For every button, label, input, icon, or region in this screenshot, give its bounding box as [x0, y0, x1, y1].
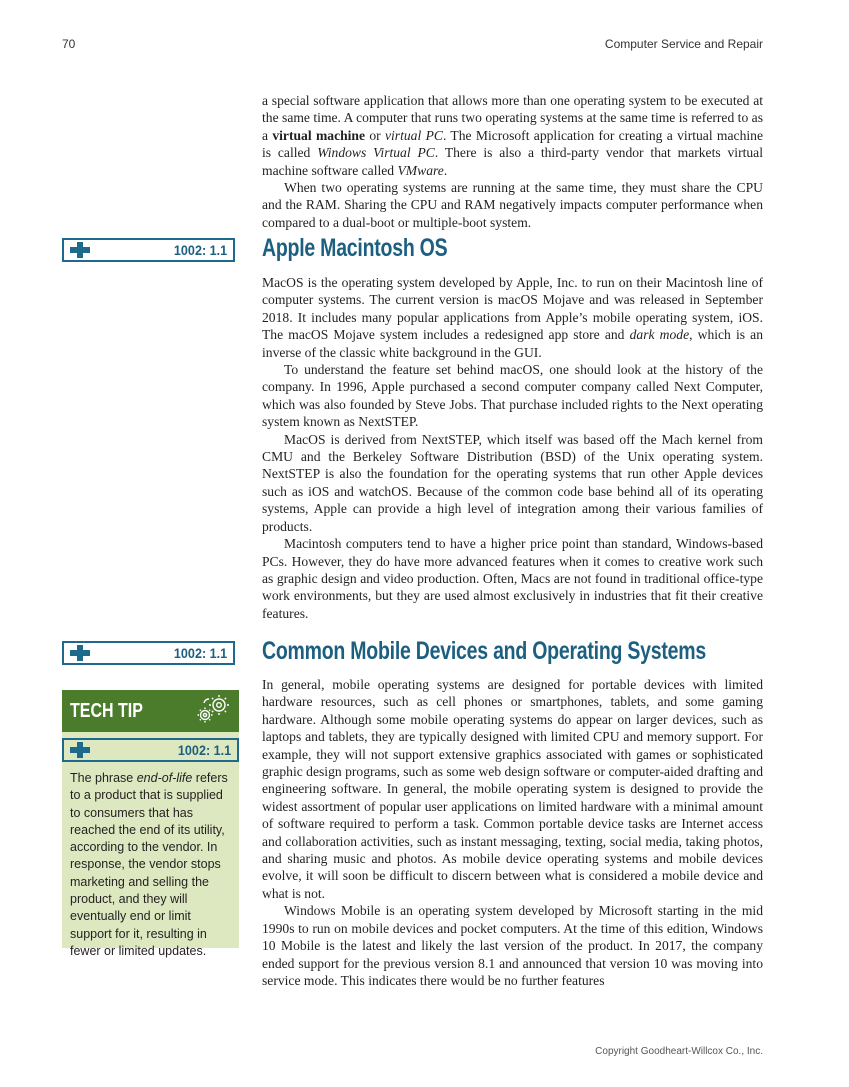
paragraph [262, 274, 763, 361]
objective-label: 1002: 1.1 [173, 242, 227, 258]
paragraph [262, 676, 763, 902]
text-run: a special software application that allows more than one operating system to be executed at the same time. A computer that runs two operating systems at the same time is referred to as a [262, 93, 763, 143]
text-run: . [443, 162, 448, 178]
cross-icon [70, 742, 90, 758]
objective-badge [62, 641, 235, 665]
objective-label: 1002: 1.1 [173, 645, 227, 661]
italic-term: end-of-life [136, 771, 193, 785]
cross-icon [70, 645, 90, 661]
page-number: 70 [62, 37, 76, 51]
paragraph [262, 431, 763, 535]
text-run: Windows Mobile is an operating system developed by Microsoft starting in the mid 1990s to run on mobile devices and pocket computers. At the time of this edition, Windows 10 Mobile is the latest and likely the last version of the product. In 2017, the company ended support for the previous version 8.1 and announced that version 10 was moving into service mode. This indicates there would be no further features [262, 903, 763, 988]
body-section-virtual-machine [262, 92, 763, 231]
heading-mobile-os: Common Mobile Devices and Operating Systems [262, 637, 706, 665]
bold-term: virtual machine [272, 127, 366, 143]
italic-term: VMware [397, 162, 444, 178]
text-run: . There is also a third-party vendor that markets virtual machine software called [262, 145, 763, 178]
copyright: Copyright Goodheart-Willcox Co., Inc. [595, 1046, 763, 1057]
objective-badge [62, 738, 239, 762]
paragraph [262, 361, 763, 431]
italic-term: virtual PC [385, 127, 443, 143]
gears-icon [195, 694, 231, 729]
text-run: In general, mobile operating systems are designed for portable devices with limited hardware resources, such as cell phones or smartphones, tablets, and some gaming hardware. Although some mobile operating systems do appear on larger devices, such as laptops and tablets, they are typically designed with limited CPU and memory support. For example, they will not support extensive graphics associated with games or sophisticated graphic design programs, such as some web design software or computer-aided drafting and engineering software. In general, the mobile operating system is designed to provide the widest assortment of popular user applications on limited hardware with a minimal amount of software required to perform a task. Common portable device tasks are Internet access and collaboration activities, such as instant messaging, texting, social media, taking photos, and sharing music and photos. As mobile device operating systems and mobile devices evolve, it will soon be difficult to discern between what is considered a mobile device and what is not. [262, 677, 763, 901]
text-run: , which is an inverse of the classic white background in the GUI. [262, 327, 764, 360]
heading-apple-macintosh-os: Apple Macintosh OS [262, 234, 448, 262]
body-section-mobile [262, 676, 763, 989]
text-run: Macintosh computers tend to have a higher price point than standard, Windows-based PCs. However, they do have more advanced features when it comes to creative work such as graphic design and video production. Often, Macs are not found in traditional office-type work environments, but they are used almost exclusively in industries that fit their creative features. [262, 536, 763, 621]
running-head: Computer Service and Repair [604, 37, 763, 51]
tech-tip-box [62, 690, 239, 958]
paragraph [262, 535, 763, 622]
italic-term: Windows Virtual PC [317, 145, 435, 161]
objective-badge [62, 238, 235, 262]
text-run: or [365, 127, 385, 143]
text-run: MacOS is the operating system developed by Apple, Inc. to run on their Macintosh line of computer systems. The current version is macOS Mojave and was released in September 2018. It includes many popular applications from Apple’s mobile operating system, iOS. The macOS Mojave system includes a redesigned app store and [262, 275, 763, 343]
text-run: . The Microsoft application for creating a virtual machine is called [262, 127, 763, 161]
cross-icon [70, 242, 90, 258]
paragraph [262, 902, 763, 989]
paragraph [262, 92, 763, 179]
tech-tip-text [62, 756, 239, 960]
text-run: MacOS is derived from NextSTEP, which itself was based off the Mach kernel from CMU and the Berkeley Software Distribution (BSD) of the Unix operating system. NextSTEP is also the foundation for the operating systems that run other Apple devices such as iOS and watchOS. Because of the common code base behind all of its operating systems, Apple can provide a high level of integration among their various families of products. [262, 431, 763, 534]
italic-term: dark mode [629, 327, 690, 343]
text-run: When two operating systems are running at the same time, they must share the CPU and the RAM. Sharing the CPU and RAM negatively impacts computer performance when compared to a dual-boot or multiple-boot system. [262, 180, 763, 230]
paragraph [262, 179, 763, 231]
body-section-macos [262, 274, 763, 622]
text-run: To understand the feature set behind macOS, one should look at the history of the company. In 1996, Apple purchased a second computer company called Next Computer, which was also founded by Steve Jobs. That purchase included rights to the Next operating system known as NextSTEP. [262, 362, 763, 430]
text-run: refers to a product that is supplied to consumers that has reached the end of its utility, according to the vendor. In response, the vendor stops marketing and selling the product, and they will eventually end or limit support for it, resulting in fewer or limited updates. [70, 771, 228, 958]
tech-tip-title: TECH TIP [70, 699, 143, 722]
text-run: The phrase [70, 771, 137, 785]
objective-label: 1002: 1.1 [177, 742, 231, 758]
tech-tip-header [62, 690, 239, 732]
